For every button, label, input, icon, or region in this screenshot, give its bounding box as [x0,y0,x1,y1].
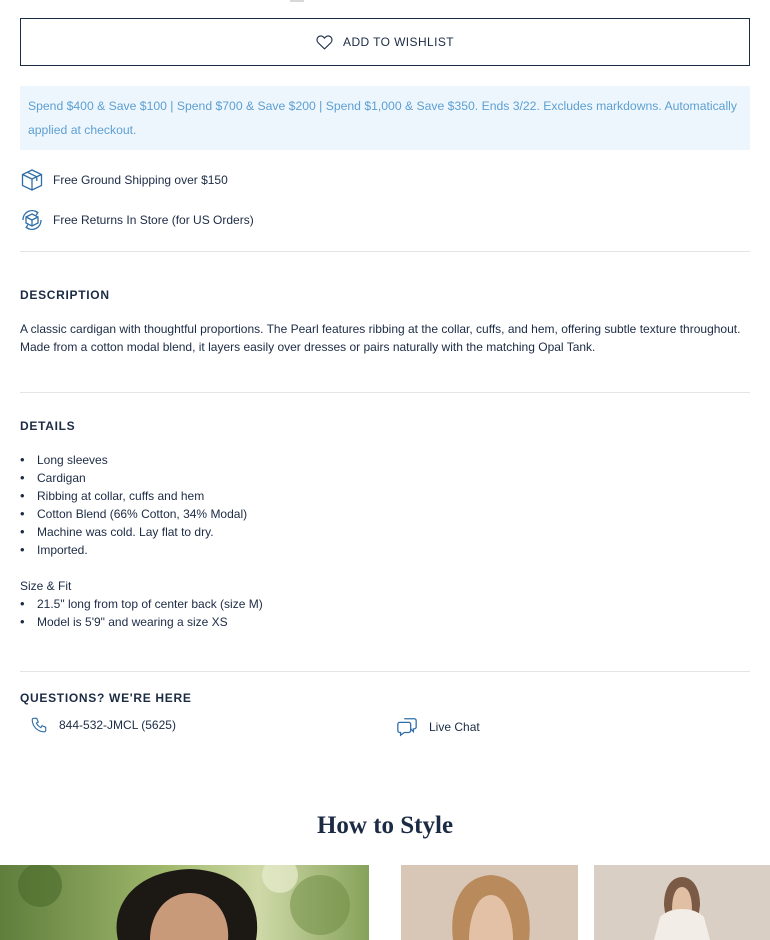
list-item: • 21.5" long from top of center back (size M) [20,595,750,613]
description-text: A classic cardigan with thoughtful proportions. The Pearl features ribbing at the collar, cuffs, and hem, offering subtle texture throughout. Made from a cotton modal blend, it layers easily over dresses or pairs naturally with the matching Opal Tank. [20,322,741,354]
divider [20,392,750,393]
list-item: • Machine was cold. Lay flat to dry. [20,523,750,541]
promo-banner: Spend $400 & Save $100 | Spend $700 & Save $200 | Spend $1,000 & Save $350. Ends 3/22. Excludes markdowns. Automatically applied at checkout. [20,86,750,150]
phone-contact-link[interactable] [30,716,176,734]
chat-bubbles-icon [396,716,418,738]
list-item: • Ribbing at collar, cuffs and hem [20,487,750,505]
description-heading: DESCRIPTION [20,288,110,302]
style-image-3[interactable] [594,865,770,940]
wishlist-label: ADD TO WISHLIST [343,35,454,49]
style-image-1[interactable] [0,865,369,940]
heart-icon [316,35,333,50]
product-option-edge [290,0,304,2]
perk-free-shipping [20,168,228,192]
divider [20,671,750,672]
list-item: • Cardigan [20,469,750,487]
chat-label: Live Chat [429,720,480,734]
perk-label: Free Returns In Store (for US Orders) [53,213,254,227]
details-list [20,451,750,559]
live-chat-link[interactable] [396,716,480,738]
return-arrows-icon [20,208,44,232]
perk-label: Free Ground Shipping over $150 [53,173,228,187]
list-item: • Model is 5'9" and wearing a size XS [20,613,750,631]
perk-free-returns [20,208,254,232]
details-heading: DETAILS [20,419,76,433]
list-item: • Long sleeves [20,451,750,469]
package-box-icon [20,168,44,192]
divider [20,251,750,252]
list-item: • Cotton Blend (66% Cotton, 34% Modal) [20,505,750,523]
size-fit-list [20,595,750,631]
add-to-wishlist-button[interactable] [20,18,750,66]
how-to-style-heading: How to Style [316,812,454,839]
list-item: • Imported. [20,541,750,559]
phone-icon [30,716,48,734]
size-fit-heading: Size & Fit [20,579,72,593]
style-image-2[interactable] [401,865,578,940]
phone-label: 844-532-JMCL (5625) [59,718,176,732]
questions-heading: QUESTIONS? WE'RE HERE [20,691,192,705]
